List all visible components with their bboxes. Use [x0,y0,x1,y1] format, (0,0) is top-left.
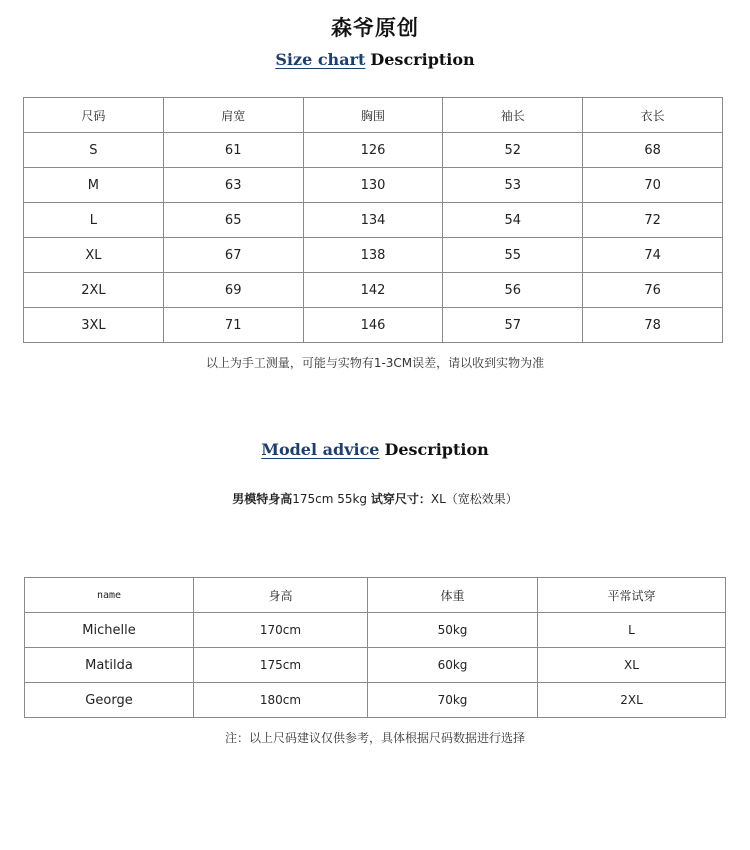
table-row [24,133,723,168]
table-cell: 78 [583,308,723,343]
header-shoulder: 肩宽 [163,98,303,133]
size-chart-heading [0,50,750,69]
table-cell: 69 [163,273,303,308]
table-cell: George [25,683,194,718]
table-cell: 53 [443,168,583,203]
table-row [24,273,723,308]
table-cell: 3XL [24,308,164,343]
header-sleeve: 袖长 [443,98,583,133]
table-cell: 76 [583,273,723,308]
table-row [25,648,726,683]
table-cell: XL [24,238,164,273]
table-cell: 57 [443,308,583,343]
table-cell: 70 [583,168,723,203]
table-cell: 70kg [368,683,538,718]
table-cell: 74 [583,238,723,273]
table-cell: 146 [303,308,443,343]
header-size: 尺码 [24,98,164,133]
size-chart-heading-accent: Size chart [275,50,366,69]
header-height: 身高 [194,578,368,613]
table-cell: 170cm [194,613,368,648]
header-length: 衣长 [583,98,723,133]
table-cell: 55 [443,238,583,273]
table-row [24,308,723,343]
table-row [24,203,723,238]
size-chart-table [23,97,723,343]
header-name: name [25,578,194,613]
table-cell: 130 [303,168,443,203]
table-cell: 72 [583,203,723,238]
table-cell: Michelle [25,613,194,648]
model-advice-heading [0,440,750,459]
model-advice-table [24,577,726,718]
table-cell: 67 [163,238,303,273]
table-cell: 142 [303,273,443,308]
table-cell: 71 [163,308,303,343]
table-cell: 52 [443,133,583,168]
table-cell: 50kg [368,613,538,648]
table-row [24,238,723,273]
table-cell: XL [538,648,726,683]
table-cell: 134 [303,203,443,238]
table-cell: 175cm [194,648,368,683]
advice-size: XL（宽松效果） [430,492,518,506]
advice-try-label: 试穿尺寸： [370,492,431,506]
table-cell: 61 [163,133,303,168]
table-cell: Matilda [25,648,194,683]
table-cell: 138 [303,238,443,273]
model-advice-heading-accent: Model advice [261,440,380,459]
table-cell: 2XL [24,273,164,308]
header-chest: 胸围 [303,98,443,133]
model-advice-heading-rest: Description [384,440,489,459]
table-header-row [24,98,723,133]
table-row [24,168,723,203]
table-cell: M [24,168,164,203]
table-cell: 65 [163,203,303,238]
table-cell: S [24,133,164,168]
model-advice-line [0,490,750,507]
model-advice-note: 注：以上尺码建议仅供参考，具体根据尺码数据进行选择 [224,731,525,745]
header-weight: 体重 [368,578,538,613]
size-measurement-note: 以上为手工测量，可能与实物有1-3CM误差，请以收到实物为准 [205,356,545,370]
advice-stats: 175cm 55kg [292,492,368,506]
size-chart-heading-rest: Description [370,50,475,69]
table-cell: 60kg [368,648,538,683]
brand-title: 森爷原创 [331,16,419,40]
table-header-row [25,578,726,613]
table-cell: 56 [443,273,583,308]
advice-prefix: 男模特身高 [232,492,293,506]
table-cell: L [24,203,164,238]
table-cell: 54 [443,203,583,238]
table-cell: 2XL [538,683,726,718]
table-row [25,683,726,718]
table-cell: L [538,613,726,648]
table-cell: 63 [163,168,303,203]
table-cell: 180cm [194,683,368,718]
table-row [25,613,726,648]
table-cell: 126 [303,133,443,168]
header-usual-size: 平常试穿 [538,578,726,613]
table-cell: 68 [583,133,723,168]
